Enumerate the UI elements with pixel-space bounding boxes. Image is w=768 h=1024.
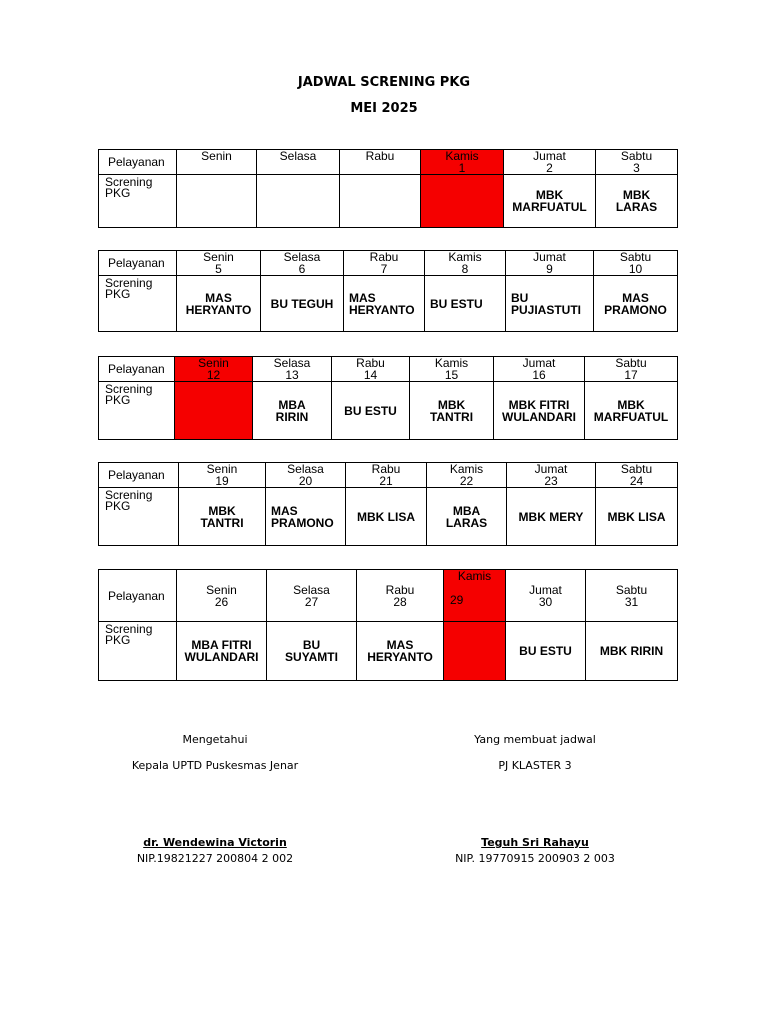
schedule-cell: MBK LISA: [596, 488, 678, 546]
day-header: Kamis 15: [410, 357, 494, 382]
schedule-table-week-4: [98, 462, 678, 546]
day-header: Jumat 30: [506, 570, 586, 622]
schedule-cell: BU ESTU: [332, 382, 410, 440]
day-header: Selasa 6: [261, 251, 344, 276]
schedule-cell: MBK RIRIN: [586, 622, 678, 681]
day-header: Rabu 14: [332, 357, 410, 382]
service-label: Screning PKG: [99, 276, 177, 332]
schedule-cell: MAS HERYANTO: [357, 622, 444, 681]
service-label: Screning PKG: [99, 488, 179, 546]
day-header: Sabtu 10: [594, 251, 678, 276]
schedule-cell: MBK MARFUATUL: [504, 175, 596, 228]
day-header-holiday: Kamis 29: [444, 570, 506, 622]
day-header: Sabtu 17: [585, 357, 678, 382]
day-header: Senin 5: [177, 251, 261, 276]
schedule-table-week-3: [98, 356, 678, 440]
day-header: Kamis 22: [427, 463, 507, 488]
schedule-cell: MBK MARFUATUL: [585, 382, 678, 440]
schedule-cell: MAS HERYANTO: [344, 276, 425, 332]
day-header-holiday: Kamis 1: [421, 150, 504, 175]
schedule-cell-empty: [177, 175, 257, 228]
signature-left-name: dr. Wendewina Victorin: [143, 836, 287, 849]
day-header: Jumat 23: [507, 463, 596, 488]
day-header: Jumat 9: [506, 251, 594, 276]
signature-right-heading: Yang membuat jadwal: [474, 733, 596, 746]
schedule-table-week-1: [98, 149, 678, 228]
schedule-cell: MBK LISA: [346, 488, 427, 546]
schedule-cell: MBK MERY: [507, 488, 596, 546]
service-label: Screning PKG: [99, 622, 177, 681]
schedule-cell: MBK FITRI WULANDARI: [494, 382, 585, 440]
day-header: Sabtu 24: [596, 463, 678, 488]
day-header: Senin: [177, 150, 257, 175]
signature-right-position: PJ KLASTER 3: [498, 759, 572, 772]
schedule-table-week-5: [98, 569, 678, 681]
service-label: Screning PKG: [99, 382, 175, 440]
schedule-cell-empty: [257, 175, 340, 228]
pelayanan-label: Pelayanan: [99, 251, 177, 276]
day-header: Rabu 28: [357, 570, 444, 622]
schedule-cell-holiday: [175, 382, 253, 440]
schedule-cell-holiday: [444, 622, 506, 681]
schedule-cell: MAS HERYANTO: [177, 276, 261, 332]
day-header: Kamis 8: [425, 251, 506, 276]
schedule-cell: MAS PRAMONO: [266, 488, 346, 546]
schedule-cell: BU ESTU: [506, 622, 586, 681]
pelayanan-label: Pelayanan: [99, 570, 177, 622]
signature-left-heading: Mengetahui: [182, 733, 248, 746]
pelayanan-label: Pelayanan: [99, 150, 177, 175]
schedule-cell: BU PUJIASTUTI: [506, 276, 594, 332]
schedule-cell: BU TEGUH: [261, 276, 344, 332]
day-header: Rabu: [340, 150, 421, 175]
signature-left-nip: NIP.19821227 200804 2 002: [136, 852, 294, 865]
day-header: Selasa 13: [253, 357, 332, 382]
service-label: Screning PKG: [99, 175, 177, 228]
day-header: Rabu 7: [344, 251, 425, 276]
schedule-table-week-2: [98, 250, 678, 332]
schedule-cell-empty: [340, 175, 421, 228]
page-subtitle: MEI 2025: [350, 101, 418, 116]
schedule-cell: MBA FITRI WULANDARI: [177, 622, 267, 681]
signature-right-name: Teguh Sri Rahayu: [481, 836, 589, 849]
schedule-cell: BU SUYAMTI: [267, 622, 357, 681]
schedule-cell: BU ESTU: [425, 276, 506, 332]
schedule-cell: MAS PRAMONO: [594, 276, 678, 332]
signature-right-nip: NIP. 19770915 200903 2 003: [455, 852, 615, 865]
day-header: Selasa 27: [267, 570, 357, 622]
schedule-cell: MBA RIRIN: [253, 382, 332, 440]
schedule-cell: MBK LARAS: [596, 175, 678, 228]
pelayanan-label: Pelayanan: [99, 463, 179, 488]
day-header: Senin 19: [179, 463, 266, 488]
day-header: Selasa: [257, 150, 340, 175]
pelayanan-label: Pelayanan: [99, 357, 175, 382]
day-header: Selasa 20: [266, 463, 346, 488]
day-header: Rabu 21: [346, 463, 427, 488]
schedule-cell: MBA LARAS: [427, 488, 507, 546]
page-title: JADWAL SCRENING PKG: [297, 75, 471, 90]
day-header: Sabtu 3: [596, 150, 678, 175]
schedule-cell: MBK TANTRI: [410, 382, 494, 440]
schedule-cell: MBK TANTRI: [179, 488, 266, 546]
day-header: Jumat 2: [504, 150, 596, 175]
schedule-cell-holiday: [421, 175, 504, 228]
day-header-holiday: Senin 12: [175, 357, 253, 382]
day-header: Senin 26: [177, 570, 267, 622]
day-header: Jumat 16: [494, 357, 585, 382]
signature-left-position: Kepala UPTD Puskesmas Jenar: [131, 759, 299, 772]
day-header: Sabtu 31: [586, 570, 678, 622]
